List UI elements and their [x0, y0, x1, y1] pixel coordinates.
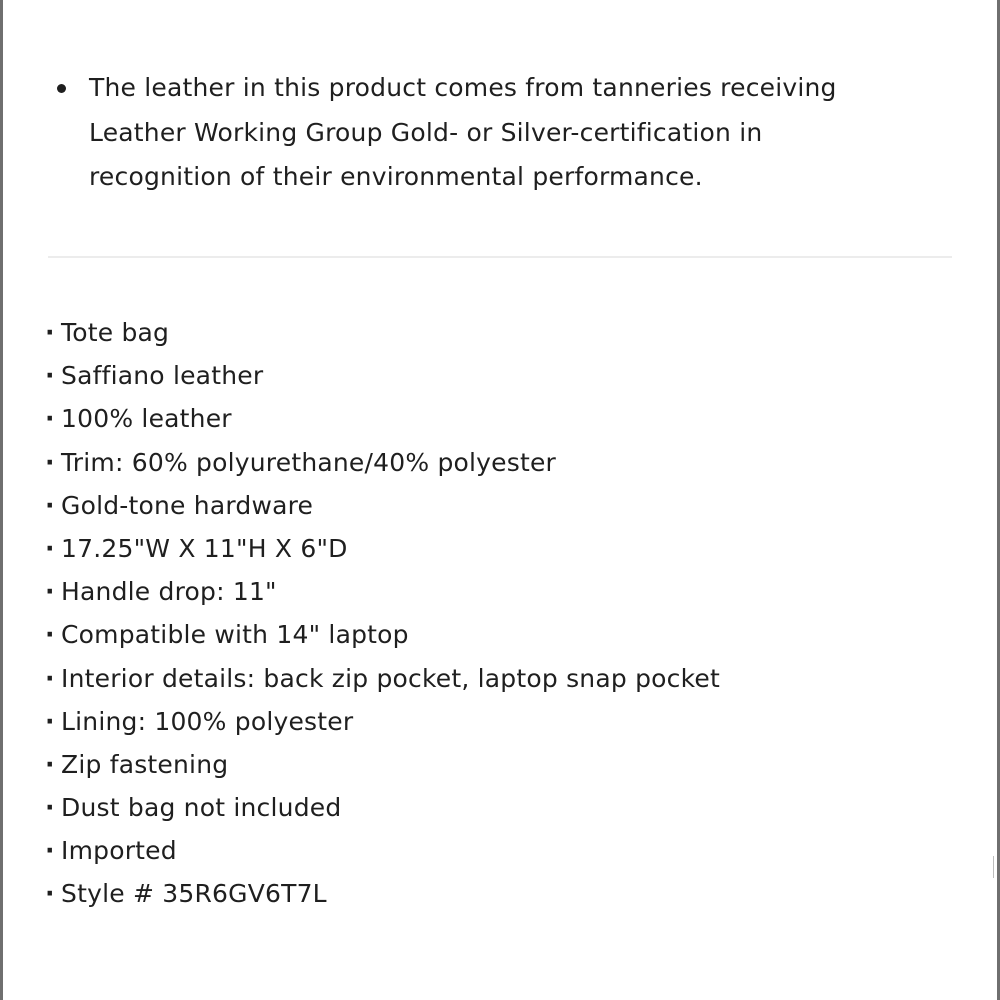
bullet-dot-icon: · [45, 663, 55, 693]
bullet-dot-icon: · [45, 793, 55, 823]
bullet-dot-icon: · [45, 490, 55, 520]
spec-text: Style # 35R6GV6T7L [61, 879, 327, 909]
list-item [45, 786, 720, 829]
spec-text: Imported [61, 836, 177, 866]
bullet-dot-icon: · [45, 749, 55, 779]
spec-text: Handle drop: 11" [61, 577, 277, 607]
bullet-dot-icon: · [45, 879, 55, 909]
bullet-dot-icon: · [45, 706, 55, 736]
spec-text: Zip fastening [61, 749, 229, 779]
bullet-dot-icon: · [45, 318, 55, 347]
list-item [45, 872, 720, 915]
sustainability-item [55, 66, 885, 200]
spec-text: Saffiano leather [61, 361, 264, 391]
list-item [45, 743, 720, 786]
scrollbar-edge [993, 856, 1000, 878]
list-item [45, 657, 720, 700]
list-item [45, 354, 720, 397]
bullet-dot-icon: · [45, 533, 55, 563]
list-item [45, 441, 720, 484]
spec-text: Dust bag not included [61, 793, 342, 823]
list-item [45, 311, 720, 354]
list-item [45, 527, 720, 570]
spec-text: Tote bag [61, 318, 170, 347]
section-divider [48, 256, 952, 258]
bullet-dot-icon: · [45, 836, 55, 866]
spec-text: 100% leather [61, 404, 232, 434]
spec-text: Compatible with 14" laptop [61, 620, 409, 650]
list-item [45, 397, 720, 440]
spec-text: 17.25"W X 11"H X 6"D [61, 533, 348, 563]
bullet-dot-icon: · [45, 447, 55, 477]
list-item [45, 613, 720, 656]
list-item [45, 484, 720, 527]
spec-text: Gold-tone hardware [61, 490, 314, 520]
sustainability-text: The leather in this product comes from tanneries receiving Leather Working Group Gold- or Silver-certification in recognition of their environmental performance. [89, 73, 837, 191]
bullet-dot-icon [57, 84, 66, 93]
list-item [45, 570, 720, 613]
bullet-dot-icon: · [45, 620, 55, 650]
sustainability-list [55, 66, 885, 200]
bullet-dot-icon: · [45, 404, 55, 434]
left-border [0, 0, 3, 1000]
list-item [45, 829, 720, 872]
spec-text: Trim: 60% polyurethane/40% polyester [61, 447, 557, 477]
product-details-list [45, 311, 720, 916]
bullet-dot-icon: · [45, 361, 55, 391]
list-item [45, 700, 720, 743]
spec-text: Lining: 100% polyester [61, 706, 354, 736]
spec-text: Interior details: back zip pocket, laptop snap pocket [61, 663, 720, 693]
bullet-dot-icon: · [45, 577, 55, 607]
